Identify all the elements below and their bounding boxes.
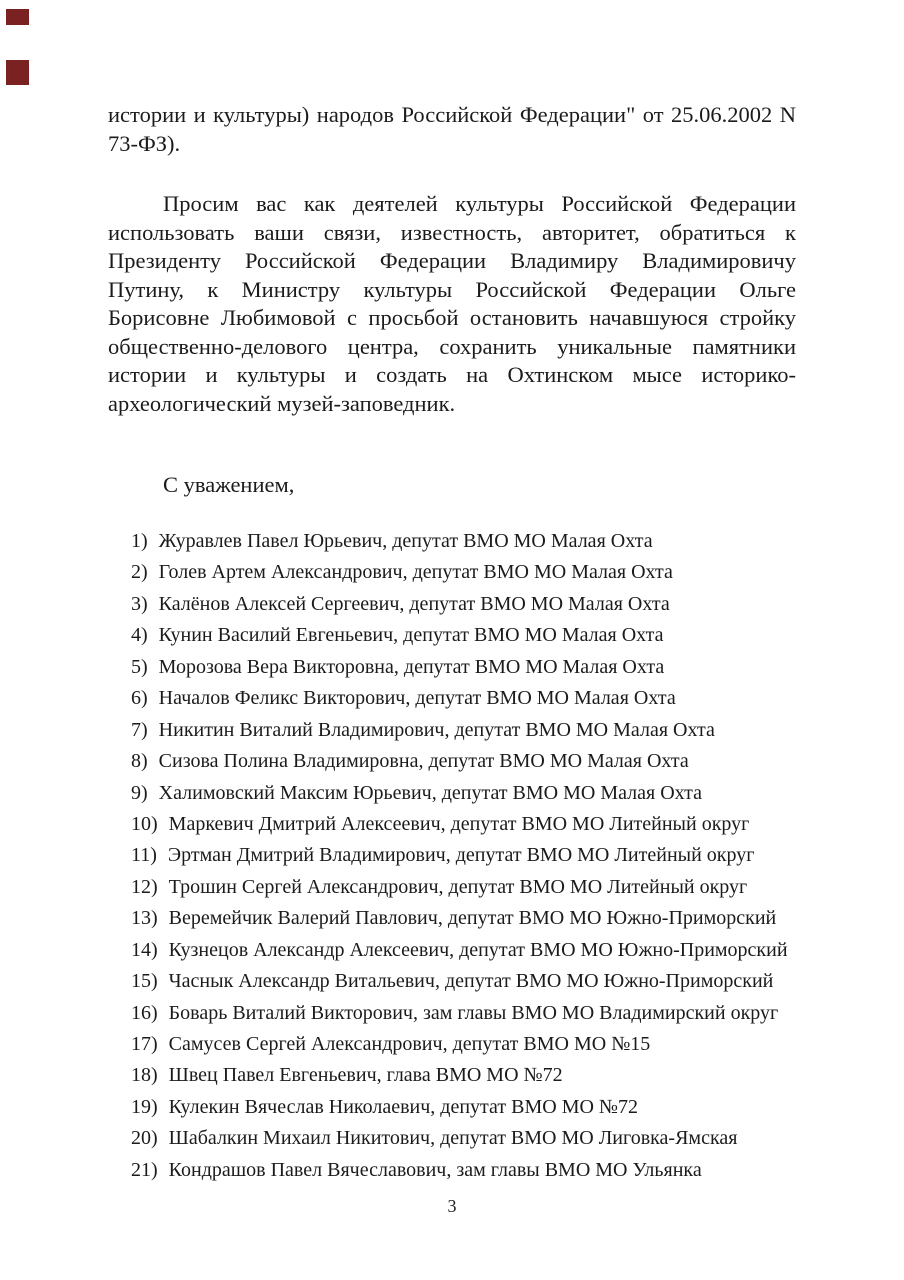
signatory-number: 16) <box>131 1001 158 1024</box>
signatory-item <box>131 782 796 813</box>
signatory-text: Кондрашов Павел Вячеславович, зам главы ВМО МО Ульянка <box>168 1158 702 1181</box>
signatory-number: 13) <box>131 907 158 930</box>
signatory-text: Никитин Виталий Владимирович, депутат ВМО МО Малая Охта <box>158 718 715 741</box>
signatory-text: Шабалкин Михаил Никитович, депутат ВМО МО Лиговка-Ямская <box>168 1127 738 1150</box>
page-number: 3 <box>447 1196 457 1216</box>
signatory-item <box>131 939 796 970</box>
signatory-item <box>131 719 796 750</box>
signatory-text: Трошин Сергей Александрович, депутат ВМО МО Литейный округ <box>168 875 748 898</box>
signatory-number: 3) <box>131 592 148 615</box>
signatory-number: 17) <box>131 1033 158 1055</box>
signatory-item <box>131 1127 796 1158</box>
signatory-number: 10) <box>131 812 158 835</box>
signatory-text: Эртман Дмитрий Владимирович, депутат ВМО МО Литейный округ <box>167 844 755 867</box>
signatory-item <box>131 1064 796 1095</box>
red-corner-mark-bottom <box>6 60 29 85</box>
signatory-text: Боварь Виталий Викторович, зам главы ВМО МО Владимирский округ <box>168 1001 779 1024</box>
signatory-number: 2) <box>131 561 148 584</box>
signatory-number: 18) <box>131 1064 158 1087</box>
signatory-text: Кулекин Вячеслав Николаевич, депутат ВМО МО №72 <box>168 1095 638 1118</box>
signatory-number: 6) <box>131 687 148 710</box>
signatory-item <box>131 1096 796 1127</box>
closing-salutation: С уважением, <box>163 472 295 497</box>
signatory-item <box>131 687 796 718</box>
signatory-number: 9) <box>131 781 148 804</box>
signatory-item <box>131 656 796 687</box>
signatory-item <box>131 844 796 875</box>
signatories-list <box>131 530 796 1190</box>
signatory-item <box>131 561 796 592</box>
signatory-text: Сизова Полина Владимировна, депутат ВМО МО Малая Охта <box>158 750 689 773</box>
signatory-text: Калёнов Алексей Сергеевич, депутат ВМО МО Малая Охта <box>158 592 670 615</box>
signatory-number: 19) <box>131 1095 158 1118</box>
signatory-item <box>131 876 796 907</box>
paragraph-request: Просим вас как деятелей культуры Российской Федерации использовать ваши связи, известность, авторитет, обратиться к Президенту Российской Федерации Владимиру Владимировичу Путину, к Министру культуры Российской Федерации Ольге Борисовне Любимовой с просьбой остановить начавшуюся стройку общественно-делового центра, сохранить уникальные памятники истории и культуры и создать на Охтинском мысе историко-археологический музей-заповедник. <box>108 191 796 416</box>
signatory-number: 14) <box>131 938 158 961</box>
signatory-item <box>131 530 796 561</box>
signatory-text: Кунин Василий Евгеньевич, депутат ВМО МО Малая Охта <box>158 624 664 647</box>
signatory-number: 1) <box>131 530 148 552</box>
signatory-number: 5) <box>131 655 148 678</box>
page-content <box>108 0 796 1190</box>
signatory-number: 15) <box>131 970 158 993</box>
paragraph-law-reference: истории и культуры) народов Российской Федерации" от 25.06.2002 N 73-ФЗ). <box>108 102 796 156</box>
signatory-text: Часнык Александр Витальевич, депутат ВМО МО Южно-Приморский <box>168 970 774 993</box>
signatory-text: Самусев Сергей Александрович, депутат ВМО МО №15 <box>168 1033 651 1055</box>
signatory-text: Голев Артем Александрович, депутат ВМО МО Малая Охта <box>158 561 673 584</box>
signatory-number: 20) <box>131 1127 158 1150</box>
signatory-text: Кузнецов Александр Алексеевич, депутат ВМО МО Южно-Приморский <box>168 938 788 961</box>
signatory-number: 11) <box>131 844 157 867</box>
signatory-item <box>131 813 796 844</box>
signatory-text: Морозова Вера Викторовна, депутат ВМО МО Малая Охта <box>158 655 665 678</box>
signatory-item <box>131 750 796 781</box>
signatory-number: 7) <box>131 718 148 741</box>
signatory-item <box>131 1002 796 1033</box>
signatory-number: 4) <box>131 624 148 647</box>
signatory-text: Маркевич Дмитрий Алексеевич, депутат ВМО МО Литейный округ <box>168 812 750 835</box>
signatory-text: Халимовский Максим Юрьевич, депутат ВМО МО Малая Охта <box>158 781 703 804</box>
signatory-number: 8) <box>131 750 148 773</box>
signatory-item <box>131 1159 796 1190</box>
signatory-number: 12) <box>131 875 158 898</box>
red-corner-mark-top <box>6 9 29 25</box>
signatory-text: Началов Феликс Викторович, депутат ВМО МО Малая Охта <box>158 687 676 710</box>
signatory-text: Веремейчик Валерий Павлович, депутат ВМО МО Южно-Приморский <box>168 907 777 930</box>
signatory-number: 21) <box>131 1158 158 1181</box>
signatory-text: Журавлев Павел Юрьевич, депутат ВМО МО Малая Охта <box>158 530 653 552</box>
signatory-item <box>131 1033 796 1064</box>
signatory-text: Швец Павел Евгеньевич, глава ВМО МО №72 <box>168 1064 563 1087</box>
signatory-item <box>131 593 796 624</box>
signatory-item <box>131 624 796 655</box>
signatory-item <box>131 970 796 1001</box>
signatory-item <box>131 907 796 938</box>
